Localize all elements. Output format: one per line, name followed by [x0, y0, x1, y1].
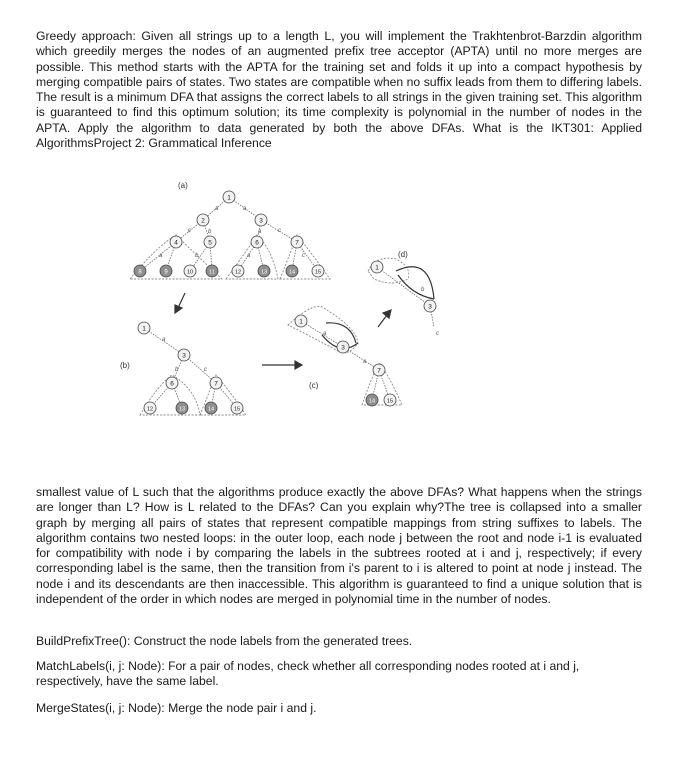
merge-figure: [112, 175, 448, 421]
tree-leaf: [206, 265, 218, 277]
svg-text:6: 6: [170, 380, 174, 388]
tree-leaf: [232, 265, 244, 277]
svg-text:b: b: [175, 367, 179, 373]
svg-text:6: 6: [255, 239, 259, 247]
tree-leaf: [160, 265, 172, 277]
svg-text:a: a: [243, 206, 247, 212]
svg-text:14: 14: [207, 406, 215, 413]
tree-leaf: [384, 394, 396, 406]
svg-text:c: c: [436, 331, 439, 337]
tree-node: [204, 236, 216, 248]
tree-node: [251, 236, 263, 248]
svg-text:14: 14: [288, 269, 296, 276]
tree-node: [371, 261, 383, 273]
tree-node: [424, 300, 436, 312]
svg-text:1: 1: [227, 194, 231, 202]
panel-label-c: (c): [309, 381, 319, 390]
svg-text:a: a: [363, 359, 367, 365]
svg-text:c: c: [278, 228, 281, 234]
tree-leaf: [184, 265, 196, 277]
tree-leaf: [205, 402, 217, 414]
tree-node: [178, 349, 190, 361]
svg-text:14: 14: [368, 398, 376, 405]
svg-text:11: 11: [209, 269, 215, 276]
svg-text:15: 15: [233, 406, 241, 413]
svg-text:1: 1: [142, 325, 146, 333]
tree-c: [295, 315, 396, 406]
svg-text:4: 4: [174, 239, 178, 247]
svg-text:5: 5: [208, 239, 212, 247]
svg-text:15: 15: [386, 398, 394, 405]
panel-label-d: (d): [398, 250, 408, 259]
tree-node: [337, 341, 349, 353]
tree-node: [291, 236, 303, 248]
tree-a: [134, 191, 324, 277]
svg-text:a: a: [215, 206, 219, 212]
tree-node: [295, 315, 307, 327]
svg-text:a: a: [159, 253, 163, 259]
svg-text:a: a: [162, 337, 166, 343]
svg-text:15: 15: [314, 269, 322, 276]
tree-node: [255, 214, 267, 226]
panel-label-b: (b): [120, 361, 130, 370]
svg-text:12: 12: [146, 406, 154, 413]
svg-text:b: b: [421, 287, 425, 293]
svg-text:a: a: [258, 229, 262, 235]
tree-node: [197, 214, 209, 226]
svg-text:3: 3: [259, 217, 263, 225]
svg-text:2: 2: [201, 217, 205, 225]
tree-leaf: [134, 265, 146, 277]
svg-text:c: c: [188, 228, 191, 234]
svg-text:a: a: [323, 331, 327, 337]
svg-text:7: 7: [377, 367, 381, 375]
tree-leaf: [366, 394, 378, 406]
svg-text:10: 10: [186, 269, 194, 276]
svg-text:9: 9: [164, 269, 168, 276]
tree-node: [166, 377, 178, 389]
svg-text:a: a: [247, 253, 251, 259]
svg-text:7: 7: [214, 380, 218, 388]
tree-leaf: [312, 265, 324, 277]
tree-leaf: [231, 402, 243, 414]
tree-leaf: [144, 402, 156, 414]
svg-text:c: c: [204, 367, 207, 373]
function-match-labels: MatchLabels(i, j: Node): For a pair of nodes, check whether all corresponding nodes rooted at i and j, respectively, have the same label.: [36, 659, 580, 689]
tree-node: [170, 236, 182, 248]
svg-text:1: 1: [299, 318, 303, 326]
tree-node: [210, 377, 222, 389]
svg-text:b: b: [208, 229, 212, 235]
svg-text:b: b: [195, 253, 199, 259]
function-merge-states: MergeStates(i, j: Node): Merge the node pair i and j.: [36, 701, 317, 715]
svg-text:7: 7: [295, 239, 299, 247]
function-build-prefix-tree: BuildPrefixTree(): Construct the node labels from the generated trees.: [36, 634, 413, 648]
svg-text:13: 13: [178, 406, 186, 413]
tree-node: [223, 191, 235, 203]
intro-paragraph: Greedy approach: Given all strings up to a length L, you will implement the Trakhtenbrot-Barzdin algorithm which greedily merges the nodes of an augmented prefix tree acceptor (APTA) until no more merges are possible. This method starts with the APTA for the training set and folds it up into a compact hypothesis by merging compatible pairs of states. Two states are compatible when no suffix leads from them to differing labels. The result is a minimum DFA that assigns the correct labels to all strings in the given training set. This algorithm is guaranteed to find this optimum solution; its time complexity is polynomial in the number of nodes in the APTA. Apply the algorithm to data generated by both the above DFAs. What is the IKT301: Applied AlgorithmsProject 2: Grammatical Inference: [36, 29, 642, 151]
svg-text:c: c: [302, 253, 305, 259]
panel-label-a: (a): [178, 181, 188, 190]
tree-node: [138, 322, 150, 334]
question-paragraph: smallest value of L such that the algorithms produce exactly the above DFAs? What happens when the strings are longer than L? How is L related to the DFAs? Can you explain why?The tree is collapsed into a smaller graph by merging all pairs of states that represent compatible mappings from string suffixes to labels. The algorithm contains two nested loops: in the outer loop, each node j between the root and node i-1 is evaluated for compatibility with node i by comparing the labels in the subtrees rooted at i and j, respectively; if every corresponding label is the same, then the transition from i's parent to i is altered to point at node j instead. The node i and its descendants are then inaccessible. This algorithm is guaranteed to find a unique solution that is independent of the order in which nodes are merged in polynomial time in the number of nodes.: [36, 485, 642, 607]
svg-text:8: 8: [138, 269, 142, 276]
tree-b: [138, 322, 243, 414]
tree-node: [373, 364, 385, 376]
svg-text:13: 13: [260, 269, 268, 276]
svg-text:3: 3: [428, 303, 432, 311]
svg-text:3: 3: [182, 352, 186, 360]
tree-leaf: [286, 265, 298, 277]
svg-text:12: 12: [234, 269, 242, 276]
tree-leaf: [176, 402, 188, 414]
tree-leaf: [258, 265, 270, 277]
svg-text:3: 3: [341, 344, 345, 352]
svg-text:1: 1: [375, 264, 379, 272]
